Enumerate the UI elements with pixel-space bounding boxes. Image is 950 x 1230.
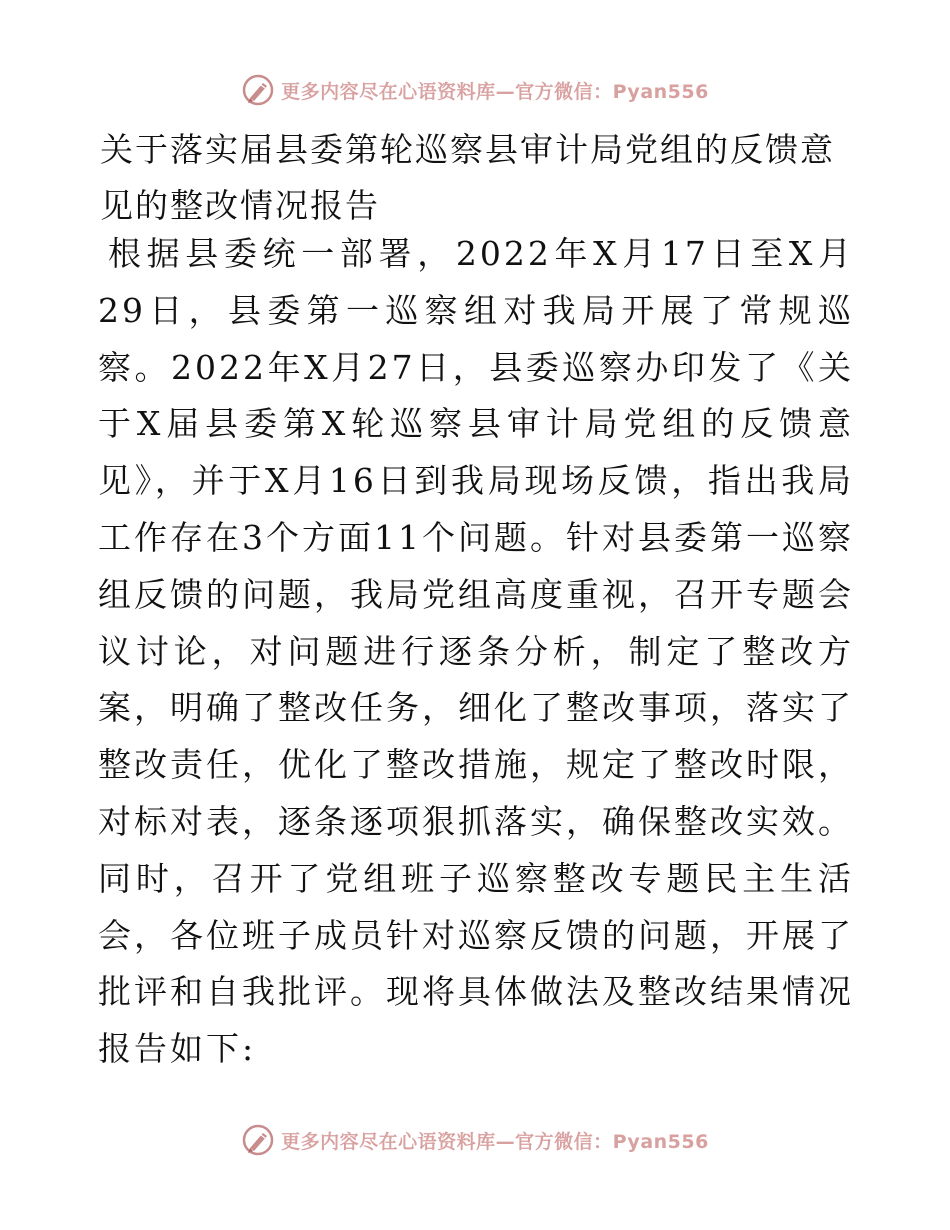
document-title: 关于落实届县委第轮巡察县审计局党组的反馈意见的整改情况报告 — [100, 130, 835, 225]
body-paragraph: 根据县委统一部署，2022年X月17日至X月29日，县委第一巡察组对我局开展了常规巡察。2022年X月27日，县委巡察办印发了《关于X届县委第X轮巡察县审计局党组的反馈意见》，并于X月16日到我局现场反馈，指出我局工作存在3个方面11个问题。针对县委第一巡察组反馈的问题，我局党组高度重视，召开专题会议讨论，对问题进行逐条分析，制定了整改方案，明确了整改任务，细化了整改事项，落实了整改责任，优化了整改措施，规定了整改时限，对标对表，逐条逐项狠抓落实，确保整改实效。同时，召开了党组班子巡察整改专题民主生活会，各位班子成员针对巡察反馈的问题，开展了批评和自我批评。现将具体做法及整改结果情况报告如下: — [98, 234, 854, 1069]
watermark-text: 更多内容尽在心语资料库—官方微信：Pyan556 — [281, 1130, 709, 1153]
pen-circle-logo-icon — [241, 73, 275, 107]
footer-watermark — [0, 1120, 950, 1160]
pen-circle-logo-icon — [241, 1123, 275, 1157]
watermark-text: 更多内容尽在心语资料库—官方微信：Pyan556 — [281, 80, 709, 103]
header-watermark — [0, 70, 950, 110]
